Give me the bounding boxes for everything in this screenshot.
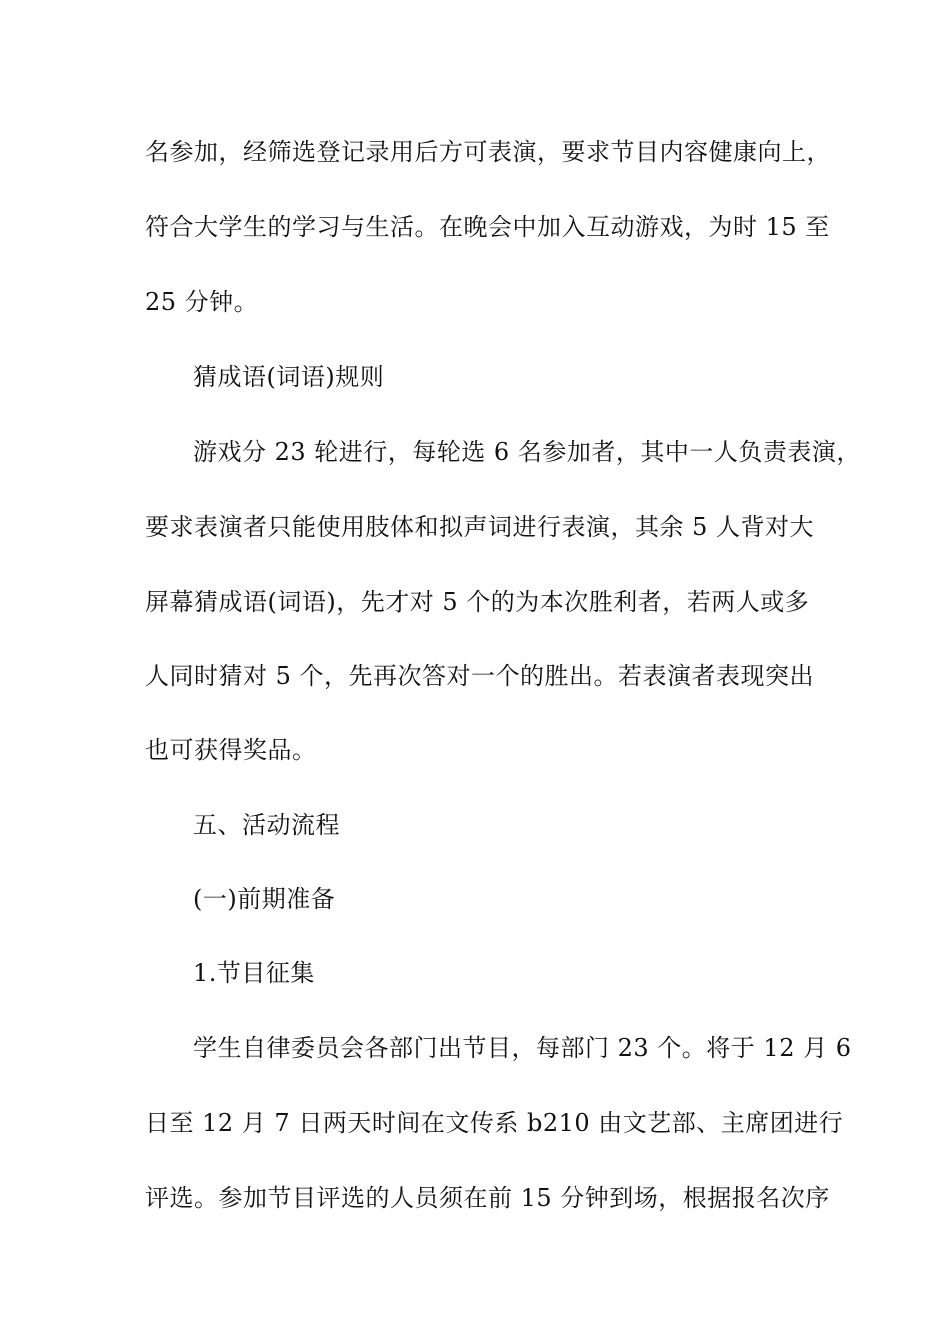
body-text-line: 游戏分 23 轮进行，每轮选 6 名参加者，其中一人负责表演， (193, 438, 861, 466)
body-text-line: 屏幕猜成语(词语)，先才对 5 个的为本次胜利者，若两人或多 (145, 588, 810, 616)
section-heading: 猜成语(词语)规则 (193, 363, 385, 391)
body-text-line: 人同时猜对 5 个，先再次答对一个的胜出。若表演者表现突出 (145, 662, 815, 690)
body-text-line: 日至 12 月 7 日两天时间在文传系 b210 由文艺部、主席团进行 (145, 1109, 844, 1137)
body-text-line: 评选。参加节目评选的人员须在前 15 分钟到场，根据报名次序 (145, 1184, 830, 1212)
body-text-line: 25 分钟。 (145, 288, 259, 316)
body-text-line: 符合大学生的学习与生活。在晚会中加入互动游戏，为时 15 至 (145, 213, 830, 241)
body-text-line: 名参加，经筛选登记录用后方可表演，要求节目内容健康向上， (145, 138, 831, 166)
section-heading: 五、活动流程 (193, 811, 340, 839)
body-text-line: 也可获得奖品。 (145, 736, 317, 764)
subsection-heading: (一)前期准备 (193, 885, 336, 913)
body-text-line: 要求表演者只能使用肢体和拟声词进行表演，其余 5 人背对大 (145, 513, 815, 541)
item-heading: 1.节目征集 (193, 959, 315, 987)
body-text-line: 学生自律委员会各部门出节目，每部门 23 个。将于 12 月 6 (193, 1034, 852, 1062)
